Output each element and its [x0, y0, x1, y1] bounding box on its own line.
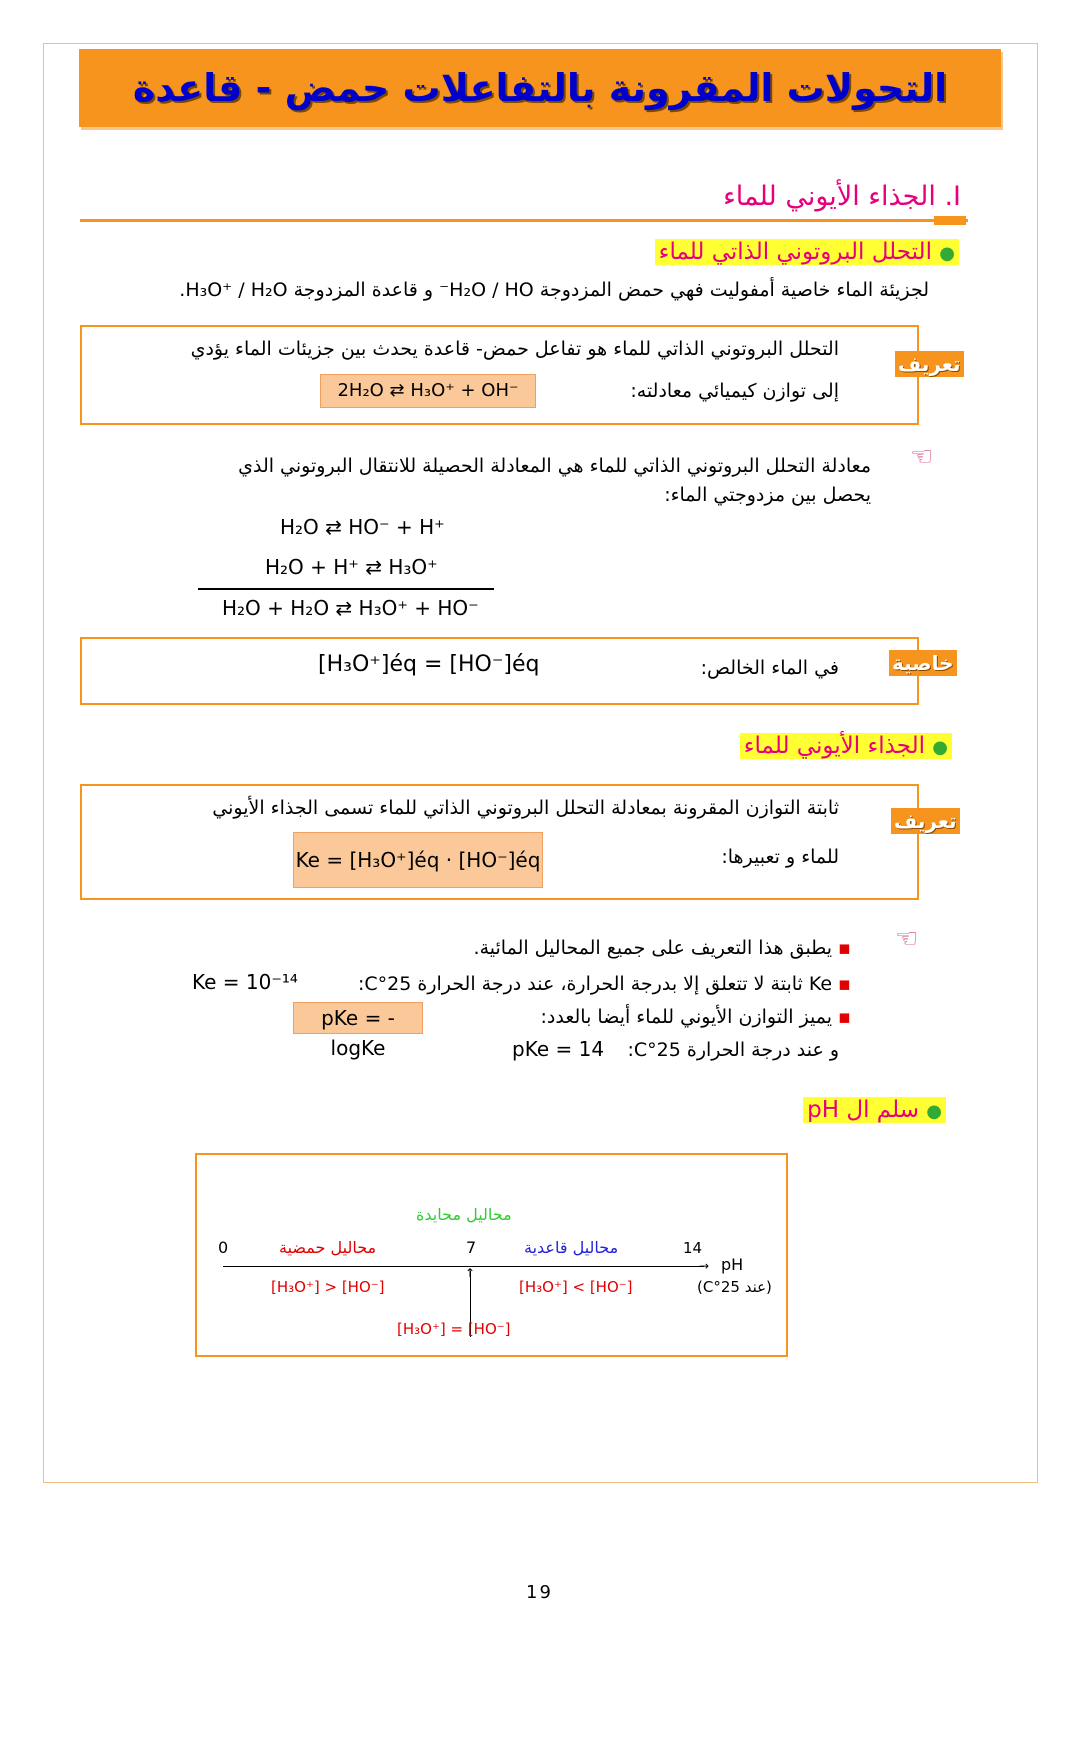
property-tag: خاصية [889, 650, 957, 676]
definition-text: التحلل البروتوني الذاتي للماء هو تفاعل حمض- قاعدة يحدث بين جزيئات الماء يؤدي [190, 338, 839, 360]
axis-label: pH [721, 1255, 744, 1274]
definition-tag: تعريف [891, 808, 960, 834]
ke-value: Ke = 10⁻¹⁴ [192, 970, 298, 994]
equation-3: H₂O + H₂O ⇄ H₃O⁺ + HO⁻ [222, 596, 479, 620]
note-text: Ke ثابتة لا تتعلق إلا بدرجة الحرارة، عند درجة الحرارة 25°C: [357, 973, 833, 995]
note-text: و عند درجة الحرارة 25°C: [627, 1039, 839, 1061]
definition-text: إلى توازن كيميائي معادلته: [630, 380, 839, 402]
section-divider [80, 219, 968, 222]
note-text: يحصل بين مزدوجتي الماء: [664, 484, 871, 506]
subsection-ionic-product [740, 733, 952, 759]
note-item [541, 1006, 851, 1028]
pointing-hand-icon: ☜ [895, 924, 919, 954]
subsection-autoprotolysis [655, 239, 959, 265]
equation-2: H₂O + H⁺ ⇄ H₃O⁺ [265, 555, 438, 579]
intro-paragraph: لجزيئة الماء خاصية أمفوليت فهي حمض المزدوجة H₂O / HO⁻ و قاعدة المزدوجة H₃O⁺ / H₂O. [179, 279, 929, 301]
section-divider-mark [934, 216, 966, 225]
equilibrium-equation: 2H₂O ⇄ H₃O⁺ + OH⁻ [320, 374, 536, 408]
subsection-ph-scale [803, 1097, 946, 1123]
subsection-title: الجذاء الأيوني للماء [743, 733, 925, 759]
definition-text: ثابتة التوازن المقرونة بمعادلة التحلل البروتوني الذاتي للماء تسمى الجذاء الأيوني [212, 797, 839, 819]
bullet-square-icon: ▪ [838, 1006, 851, 1028]
equation-1: H₂O ⇄ HO⁻ + H⁺ [280, 515, 445, 539]
note-text: يميز التوازن الأيوني للماء أيضا بالعدد: [540, 1006, 833, 1028]
bullet-square-icon: ▪ [838, 973, 851, 995]
acidic-label: محاليل حمضية [279, 1238, 377, 1257]
tick-7: 7 [466, 1238, 477, 1257]
ph-axis [223, 1266, 704, 1267]
bullet-square-icon: ▪ [838, 937, 851, 959]
pke-value: pKe = 14 [512, 1037, 605, 1061]
note-text: معادلة التحلل البروتوني الذاتي للماء هي المعادلة الحصيلة للانتقال البروتوني الذي [238, 455, 871, 477]
equation-sum-rule [198, 588, 494, 590]
property-text: في الماء الخالص: [700, 657, 839, 679]
subsection-title: التحلل البروتوني الذاتي للماء [658, 239, 932, 265]
neutral-label: محاليل محايدة [416, 1205, 512, 1224]
subsection-title: سلم ال pH [807, 1097, 919, 1123]
basic-relation: [H₃O⁺] < [HO⁻] [519, 1278, 633, 1296]
pointing-hand-icon: ☜ [910, 442, 934, 472]
ke-formula: Ke = [H₃O⁺]éq · [HO⁻]éq [293, 832, 543, 888]
tick-14: 14 [683, 1239, 703, 1257]
note-text: يطبق هذا التعريف على جميع المحاليل المائية. [473, 937, 833, 959]
property-formula: [H₃O⁺]éq = [HO⁻]éq [318, 652, 540, 677]
note-item [358, 973, 851, 995]
tick-0: 0 [218, 1238, 229, 1257]
basic-label: محاليل قاعدية [524, 1238, 619, 1257]
pointer-arrow-icon: ↑ [465, 1266, 476, 1280]
acidic-relation: [H₃O⁺] > [HO⁻] [271, 1278, 385, 1296]
bullet-icon: ● [926, 1101, 942, 1122]
bullet-icon: ● [939, 243, 955, 264]
temperature-note: (عند 25°C) [697, 1278, 772, 1296]
definition-tag: تعريف [895, 351, 964, 377]
page-title: التحولات المقرونة بالتفاعلات حمض - قاعدة [132, 66, 948, 110]
axis-arrow-icon: → [699, 1259, 710, 1273]
neutral-relation: [H₃O⁺] = [HO⁻] [397, 1320, 511, 1338]
note-item [474, 937, 851, 959]
pke-formula: pKe = - logKe [293, 1002, 423, 1034]
page-number: 19 [526, 1582, 553, 1603]
section-heading [723, 181, 961, 212]
definition-text: للماء و تعبيرها: [721, 846, 839, 868]
bullet-icon: ● [932, 737, 948, 758]
section-number: I. [944, 181, 961, 212]
section-title: الجذاء الأيوني للماء [723, 181, 936, 212]
